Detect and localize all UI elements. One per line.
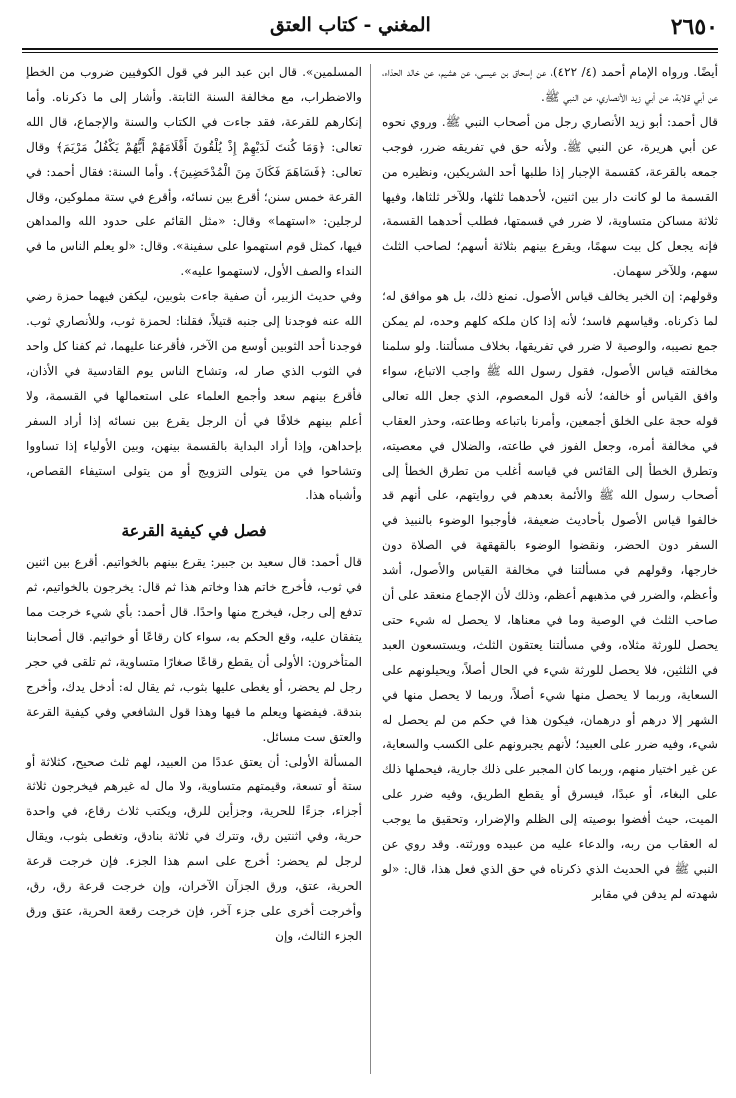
paragraph: أيضًا. ورواه الإمام أحمد (٤/ ٤٢٢)، عن إسحاق بن عيسى، عن هشيم، عن خالد الحذاء، عن أبي قلابة، عن أبي زيد الأنصاري، عن النبي ﷺ. bbox=[382, 65, 719, 104]
page-number: ٢٦٥٠ bbox=[670, 14, 718, 40]
section-heading: فصل في كيفية القرعة bbox=[121, 521, 267, 541]
paragraph: المسألة الأولى: أن يعتق عددًا من العبيد، لهم ثلث صحيح، كثلاثة أو ستة أو تسعة، وقيمتهم متساوية، ولا مال له غيرهم فيخرجون ثلاثة أجزاء، جزءًا للحرية، وجزأين للرق، ويكتب ثلاث رقاع، في واحدة حرية، وفي اثنتين رق، وتترك في ثلاثة بنادق، وتغطى بثوب، ويقال لرجل لم يحضر: أخرج على اسم هذا الجزء. فإن خرجت قرعة الحرية، عتق، ورق الجزآن الآخران، وإن خرجت قرعة رق، رق، وأخرجت أخرى على جزء آخر، فإن خرجت رقعة الحرية، عتق ورق الجزء الثالث، وإن bbox=[26, 754, 362, 943]
left-column bbox=[26, 60, 362, 949]
running-header-title: المغني - كتاب العتق bbox=[270, 14, 431, 36]
paragraph: قال أحمد: قال سعيد بن جبير: يقرع بينهم بالخواتيم. أقرع بين اثنين في ثوب، فأخرج خاتم هذا وخاتم هذا ثم قال: يخرجون بالخواتيم، ثم تدفع إلى رجل، فيخرج منها واحدًا. قال أحمد: بأي شيء خرجت مما يتفقان عليه، وقع الحكم به، سواء كان رقاعًا أو خواتيم. قال أصحابنا المتأخرون: الأولى أن يقطع رقاعًا صغارًا متساوية، ثم تلقى في حجر رجل لم يحضر، أو يغطى عليها بثوب، ثم يقال له: أدخل يدك، وأخرج بندقة. فيفضها ويعلم ما فيها وهذا قول الشافعي وفي كيفية القرعة والعتق ست مسائل. bbox=[26, 555, 362, 744]
paragraph: وفي حديث الزبير، أن صفية جاءت بثوبين، ليكفن فيهما حمزة رضي الله عنه فوجدنا إلى جنبه قتيلاً، فقلنا: لحمزة ثوب، وللأنصاري ثوب. فوجدنا أحد الثوبين أوسع من الآخر، فأقرعنا عليهما، ثم كفنا كل واحد في الثوب الذي صار له، وتشاح الناس يوم القادسية في الأذان، فأقرع بينهم سعد وأجمع العلماء على استعمالها في القسمة، ولا أعلم بينهم خلافًا في أن الرجل يقرع بين نسائه إذا أراد السفر بإحداهن، وإذا أراد البداية بالقسمة بينهن، وبين الأولياء إذا تساووا وتشاحوا في من يتولى التزويج أو من يتولى استيفاء القصاص، وأشباه هذا. bbox=[26, 289, 362, 503]
header-rule-thin bbox=[22, 52, 718, 53]
paragraph: وقولهم: إن الخبر يخالف قياس الأصول. نمنع ذلك، بل هو موافق له؛ لما ذكرناه. وقياسهم فاسد؛ لأنه إذا كان ملكه كلهم وحده، لم يمكن جمع نصيبه، والوصية لا ضرر في تفريقها، بخلاف مسألتنا. ولو سلمنا مخالفته قياس الأصول، فقول رسول الله ﷺ واجب الاتباع، سواء وافق القياس أو خالفه؛ لأنه قول المعصوم، الذي جعل الله تعالى قوله حجة على الخلق أجمعين، وأمرنا باتباعه وطاعته، وحذر العقاب في مخالفة أمره، وجعل الفوز في طاعته، والضلال في معصيته، وتطرق الخطأ إلى القائس في قياسه أغلب من تطرق الخطأ إلى أصحاب رسول الله ﷺ والأئمة بعدهم في روايتهم، على أنهم قد خالفوا قياس الأصول بأحاديث ضعيفة، فأوجبوا الوضوء بالنبيذ في السفر دون الحضر، ونقضوا الوضوء بالقهقهة في الصلاة دون خارجها، وقولهم في مسألتنا في مخالفة القياس والأصول، أشد وأعظم، والضرر في مذهبهم أعظم، وذلك لأن الإجماع منعقد على أن صاحب الثلث في الوصية وما في معناها، لا يحصل له شيء حتى يحصل للورثة مثلاه، وفي مسألتنا يعتقون الثلث، ويستسعون العبد في الثلثين، فلا يحصل للورثة شيء في الحال أصلاً، ويحيلونهم على السعاية، وربما لا يحصل منها شيء أصلاً، وربما لا يحصل منها في الشهر إلا درهم أو درهمان، فيكون هذا في حكم من لم يحصل له شيء، وفيه ضرر على العبيد؛ لأنهم يجبرونهم على الكسب والسعاية، عن غير اختيار منهم، وربما كان المجبر على ذلك جارية، فيحملها ذلك على البغاء، أو عبدًا، فيسرق أو يقطع الطريق، وفيه ضرر على الميت، حيث أفضوا بوصيته إلى الظلم والإضرار، وتحقيق ما يوجب له العقاب من ربه، والدعاء عليه من عبيده وورثته. وقد روي عن النبي ﷺ في الحديث الذي ذكرناه في حق الذي فعل هذا، قال: «لو شهدته لم يدفن في مقابر bbox=[382, 289, 718, 901]
paragraph: قال أحمد: أبو زيد الأنصاري رجل من أصحاب النبي ﷺ. وروي نحوه عن أبي هريرة، عن النبي ﷺ. ولأنه حق في تفريقه ضرر، فوجب جمعه بالقرعة، كقسمة الإجبار إذا طلبها أحد الشريكين، ونظيره من القسمة ما لو كانت دار بين اثنين، لأحدهما ثلثها، وللآخر ثلثاها، وفيها ثلاثة مساكن متساوية، لا ضرر في قسمتها، فطلب أحدهما القسمة، فإنه يجعل كل بيت سهمًا، ويقرع بينهم بثلاثة أسهم؛ لصاحب الثلث سهم، وللآخر سهمان. bbox=[382, 114, 718, 279]
paragraph: المسلمين». قال ابن عبد البر في قول الكوفيين ضروب من الخطإ والاضطراب، مع مخالفة السنة الثابتة. وأشار إلى ما ذكرناه. وأما إنكارهم للقرعة، فقد جاءت في الكتاب والسنة والإجماع، قال الله تعالى: ﴿وَمَا كُنتَ لَدَيْهِمْ إِذْ يُلْقُونَ أَقْلَامَهُمْ أَيُّهُمْ يَكْفُلُ مَرْيَمَ﴾ وقال تعالى: ﴿فَسَاهَمَ فَكَانَ مِنَ الْمُدْحَضِينَ﴾. وأما السنة: فقال أحمد: في القرعة خمس سنن؛ أقرع بين نسائه، وأقرع في ستة مملوكين، وقال لرجلين: «استهما» وقال: «مثل القائم على حدود الله والمداهن فيها، كمثل قوم استهموا على سفينة». وقال: «لو يعلم الناس ما في النداء والصف الأول، لاستهموا عليه». bbox=[26, 65, 362, 279]
right-column bbox=[382, 60, 718, 907]
column-divider bbox=[370, 64, 371, 1074]
header-rule bbox=[22, 48, 718, 50]
